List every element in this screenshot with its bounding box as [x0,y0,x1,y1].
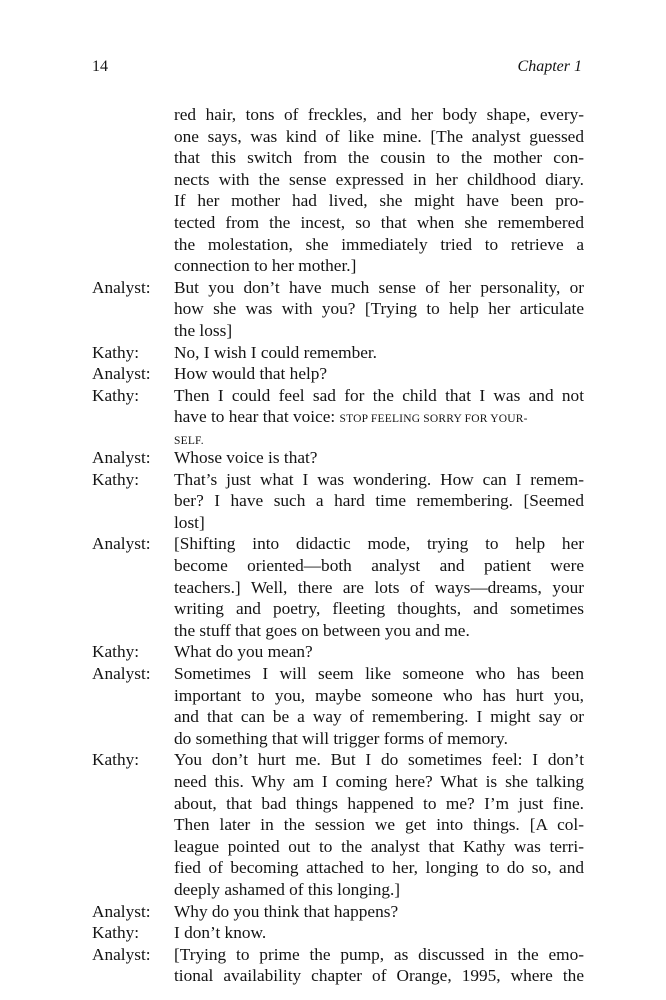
line-text-run: [Trying to prime the pump, as discussed in the emo- [174,944,584,964]
line-text [174,212,584,234]
dialogue-line [92,706,584,728]
speaker-label [92,836,174,858]
dialogue-line [92,212,584,234]
line-text [174,298,584,320]
line-text-run: What do you mean? [174,642,313,662]
dialogue-line [92,857,584,879]
line-text [174,255,584,277]
dialogue-line [92,663,584,685]
line-text-run: that this switch from the cousin to the mother con- [174,148,584,168]
line-text [174,922,584,944]
dialogue-line [92,447,584,469]
dialogue-line [92,104,584,126]
line-text-run: one says, was kind of like mine. [The analyst guessed [174,126,584,146]
line-text-run: [Shifting into didactic mode, trying to help her [174,534,584,554]
dialogue-line [92,533,584,555]
line-text-run: how she was with you? [Trying to help her articulate [174,299,584,319]
line-text [174,104,584,126]
line-text [174,620,584,642]
speaker-label [92,857,174,879]
dialogue-body [92,104,584,987]
dialogue-line [92,965,584,987]
line-text-run: league pointed out to the analyst that Kathy was terri- [174,836,584,856]
speaker-label [92,685,174,707]
speaker-label [92,428,174,447]
dialogue-line [92,922,584,944]
line-text-run: ber? I have such a hard time remembering. [Seemed [174,491,584,511]
speaker-label: Analyst: [92,277,151,297]
speaker-label: Analyst: [92,364,151,384]
line-text-run: become oriented—both analyst and patient were [174,556,584,576]
line-text-run: If her mother had lived, she might have been pro- [174,191,584,211]
line-text-run: connection to her mother.] [174,256,357,276]
line-text [174,234,584,256]
dialogue-line [92,428,584,447]
line-text-run: teachers.] Well, there are lots of ways—dreams, your [174,577,584,597]
speaker-label [92,169,174,191]
dialogue-line [92,277,584,299]
line-text-run: lost] [174,512,205,532]
line-text-run: Whose voice is that? [174,448,318,468]
dialogue-line [92,555,584,577]
dialogue-line [92,728,584,750]
line-text [174,320,584,342]
speaker-label [92,490,174,512]
line-text-run: No, I wish I could remember. [174,342,378,362]
dialogue-line [92,685,584,707]
line-text [174,901,584,923]
line-text [174,533,584,555]
speaker-label: Kathy: [92,923,140,943]
speaker-label: Kathy: [92,469,140,489]
speaker-label [92,234,174,256]
line-text [174,577,584,599]
line-text [174,685,584,707]
line-text-run: need this. Why am I coming here? What is she talking [174,772,584,791]
line-text [174,469,584,491]
line-text [174,879,584,901]
line-text [174,749,584,771]
speaker-label [92,771,174,793]
line-text [174,277,584,299]
line-text-run: How would that help? [174,364,328,384]
line-text-run: Then later in the session we get into things. [A col- [174,815,584,835]
dialogue-line [92,342,584,364]
speaker-label [92,104,174,126]
line-text-run: Then I could feel sad for the child that I was and not [174,385,584,405]
line-text [174,490,584,512]
line-text [174,342,584,364]
line-text-run: the stuff that goes on between you and me. [174,620,470,640]
dialogue-line [92,512,584,534]
small-caps-text: STOP FEELING SORRY FOR YOUR- [339,413,528,426]
dialogue-line [92,406,584,428]
speaker-label: Kathy: [92,385,140,405]
line-text [174,814,584,836]
line-text [174,169,584,191]
line-text [174,944,584,966]
speaker-label: Analyst: [92,944,151,964]
line-text [174,555,584,577]
speaker-label [92,577,174,599]
dialogue-line [92,255,584,277]
line-text-run: and that can be a way of remembering. I might say or [174,707,584,727]
line-text [174,447,584,469]
dialogue-line [92,363,584,385]
speaker-label [92,620,174,642]
dialogue-line [92,771,584,793]
line-text-run: deeply ashamed of this longing.] [174,879,401,899]
line-text-run: the loss] [174,320,233,340]
dialogue-line [92,320,584,342]
speaker-label [92,728,174,750]
speaker-label [92,814,174,836]
line-text-run: do something that will trigger forms of memory. [174,728,508,748]
dialogue-line [92,298,584,320]
line-text-run: Sometimes I will seem like someone who has been [174,664,584,684]
speaker-label [92,598,174,620]
dialogue-line [92,836,584,858]
line-text [174,385,584,407]
line-text [174,641,584,663]
line-text-run: I don’t know. [174,923,267,943]
dialogue-line [92,147,584,169]
speaker-label: Analyst: [92,534,151,554]
dialogue-line [92,126,584,148]
line-text [174,598,584,620]
line-text-run: nects with the sense expressed in her childhood diary. [174,169,584,189]
line-text-run: writing and poetry, fleeting thoughts, and sometimes [174,599,584,619]
dialogue-line [92,577,584,599]
page-number: 14 [92,58,108,75]
dialogue-line [92,490,584,512]
line-text [174,836,584,858]
dialogue-line [92,620,584,642]
line-text-run: You don’t hurt me. But I do sometimes feel: I don’t [174,750,584,770]
speaker-label [92,255,174,277]
speaker-label [92,126,174,148]
speaker-label [92,512,174,534]
dialogue-line [92,641,584,663]
line-text [174,728,584,750]
speaker-label [92,320,174,342]
line-text [174,363,584,385]
speaker-label [92,212,174,234]
dialogue-line [92,793,584,815]
speaker-label: Analyst: [92,664,151,684]
line-text [174,857,584,879]
dialogue-line [92,169,584,191]
speaker-label: Analyst: [92,448,151,468]
line-text [174,126,584,148]
line-text [174,406,584,428]
line-text-run: tected from the incest, so that when she remembered [174,212,584,232]
line-text [174,706,584,728]
dialogue-line [92,944,584,966]
line-text [174,793,584,815]
speaker-label: Kathy: [92,750,140,770]
speaker-label [92,298,174,320]
speaker-label [92,879,174,901]
line-text-run: Why do you think that happens? [174,901,399,921]
speaker-label [92,190,174,212]
small-caps-text: SELF. [174,434,204,447]
line-text [174,190,584,212]
speaker-label: Kathy: [92,642,140,662]
line-text-run: tional availability chapter of Orange, 1995, where the [174,966,584,986]
running-head: Chapter 1 [517,58,582,75]
line-text [174,771,584,793]
line-text-run: have to hear that voice: [174,407,340,427]
speaker-label [92,965,174,987]
line-text-run: fied of becoming attached to her, longing to do so, and [174,858,584,878]
speaker-label [92,406,174,428]
dialogue-line [92,901,584,923]
line-text-run: about, that bad things happened to me? I’m just fine. [174,793,584,813]
line-text [174,147,584,169]
speaker-label: Analyst: [92,901,151,921]
line-text-run: That’s just what I was wondering. How can I remem- [174,469,584,489]
line-text-run: red hair, tons of freckles, and her body shape, every- [174,105,584,124]
dialogue-line [92,598,584,620]
line-text-run: the molestation, she immediately tried to retrieve a [174,234,584,254]
speaker-label [92,147,174,169]
dialogue-line [92,234,584,256]
speaker-label [92,555,174,577]
dialogue-line [92,469,584,491]
dialogue-line [92,385,584,407]
line-text-run: important to you, maybe someone who has hurt you, [174,685,584,705]
line-text [174,965,584,987]
line-text [174,428,584,447]
speaker-label [92,706,174,728]
dialogue-line [92,749,584,771]
dialogue-line [92,190,584,212]
dialogue-line [92,879,584,901]
line-text [174,663,584,685]
dialogue-line [92,814,584,836]
line-text [174,512,584,534]
speaker-label [92,793,174,815]
line-text-run: But you don’t have much sense of her personality, or [174,277,584,297]
speaker-label: Kathy: [92,342,140,362]
